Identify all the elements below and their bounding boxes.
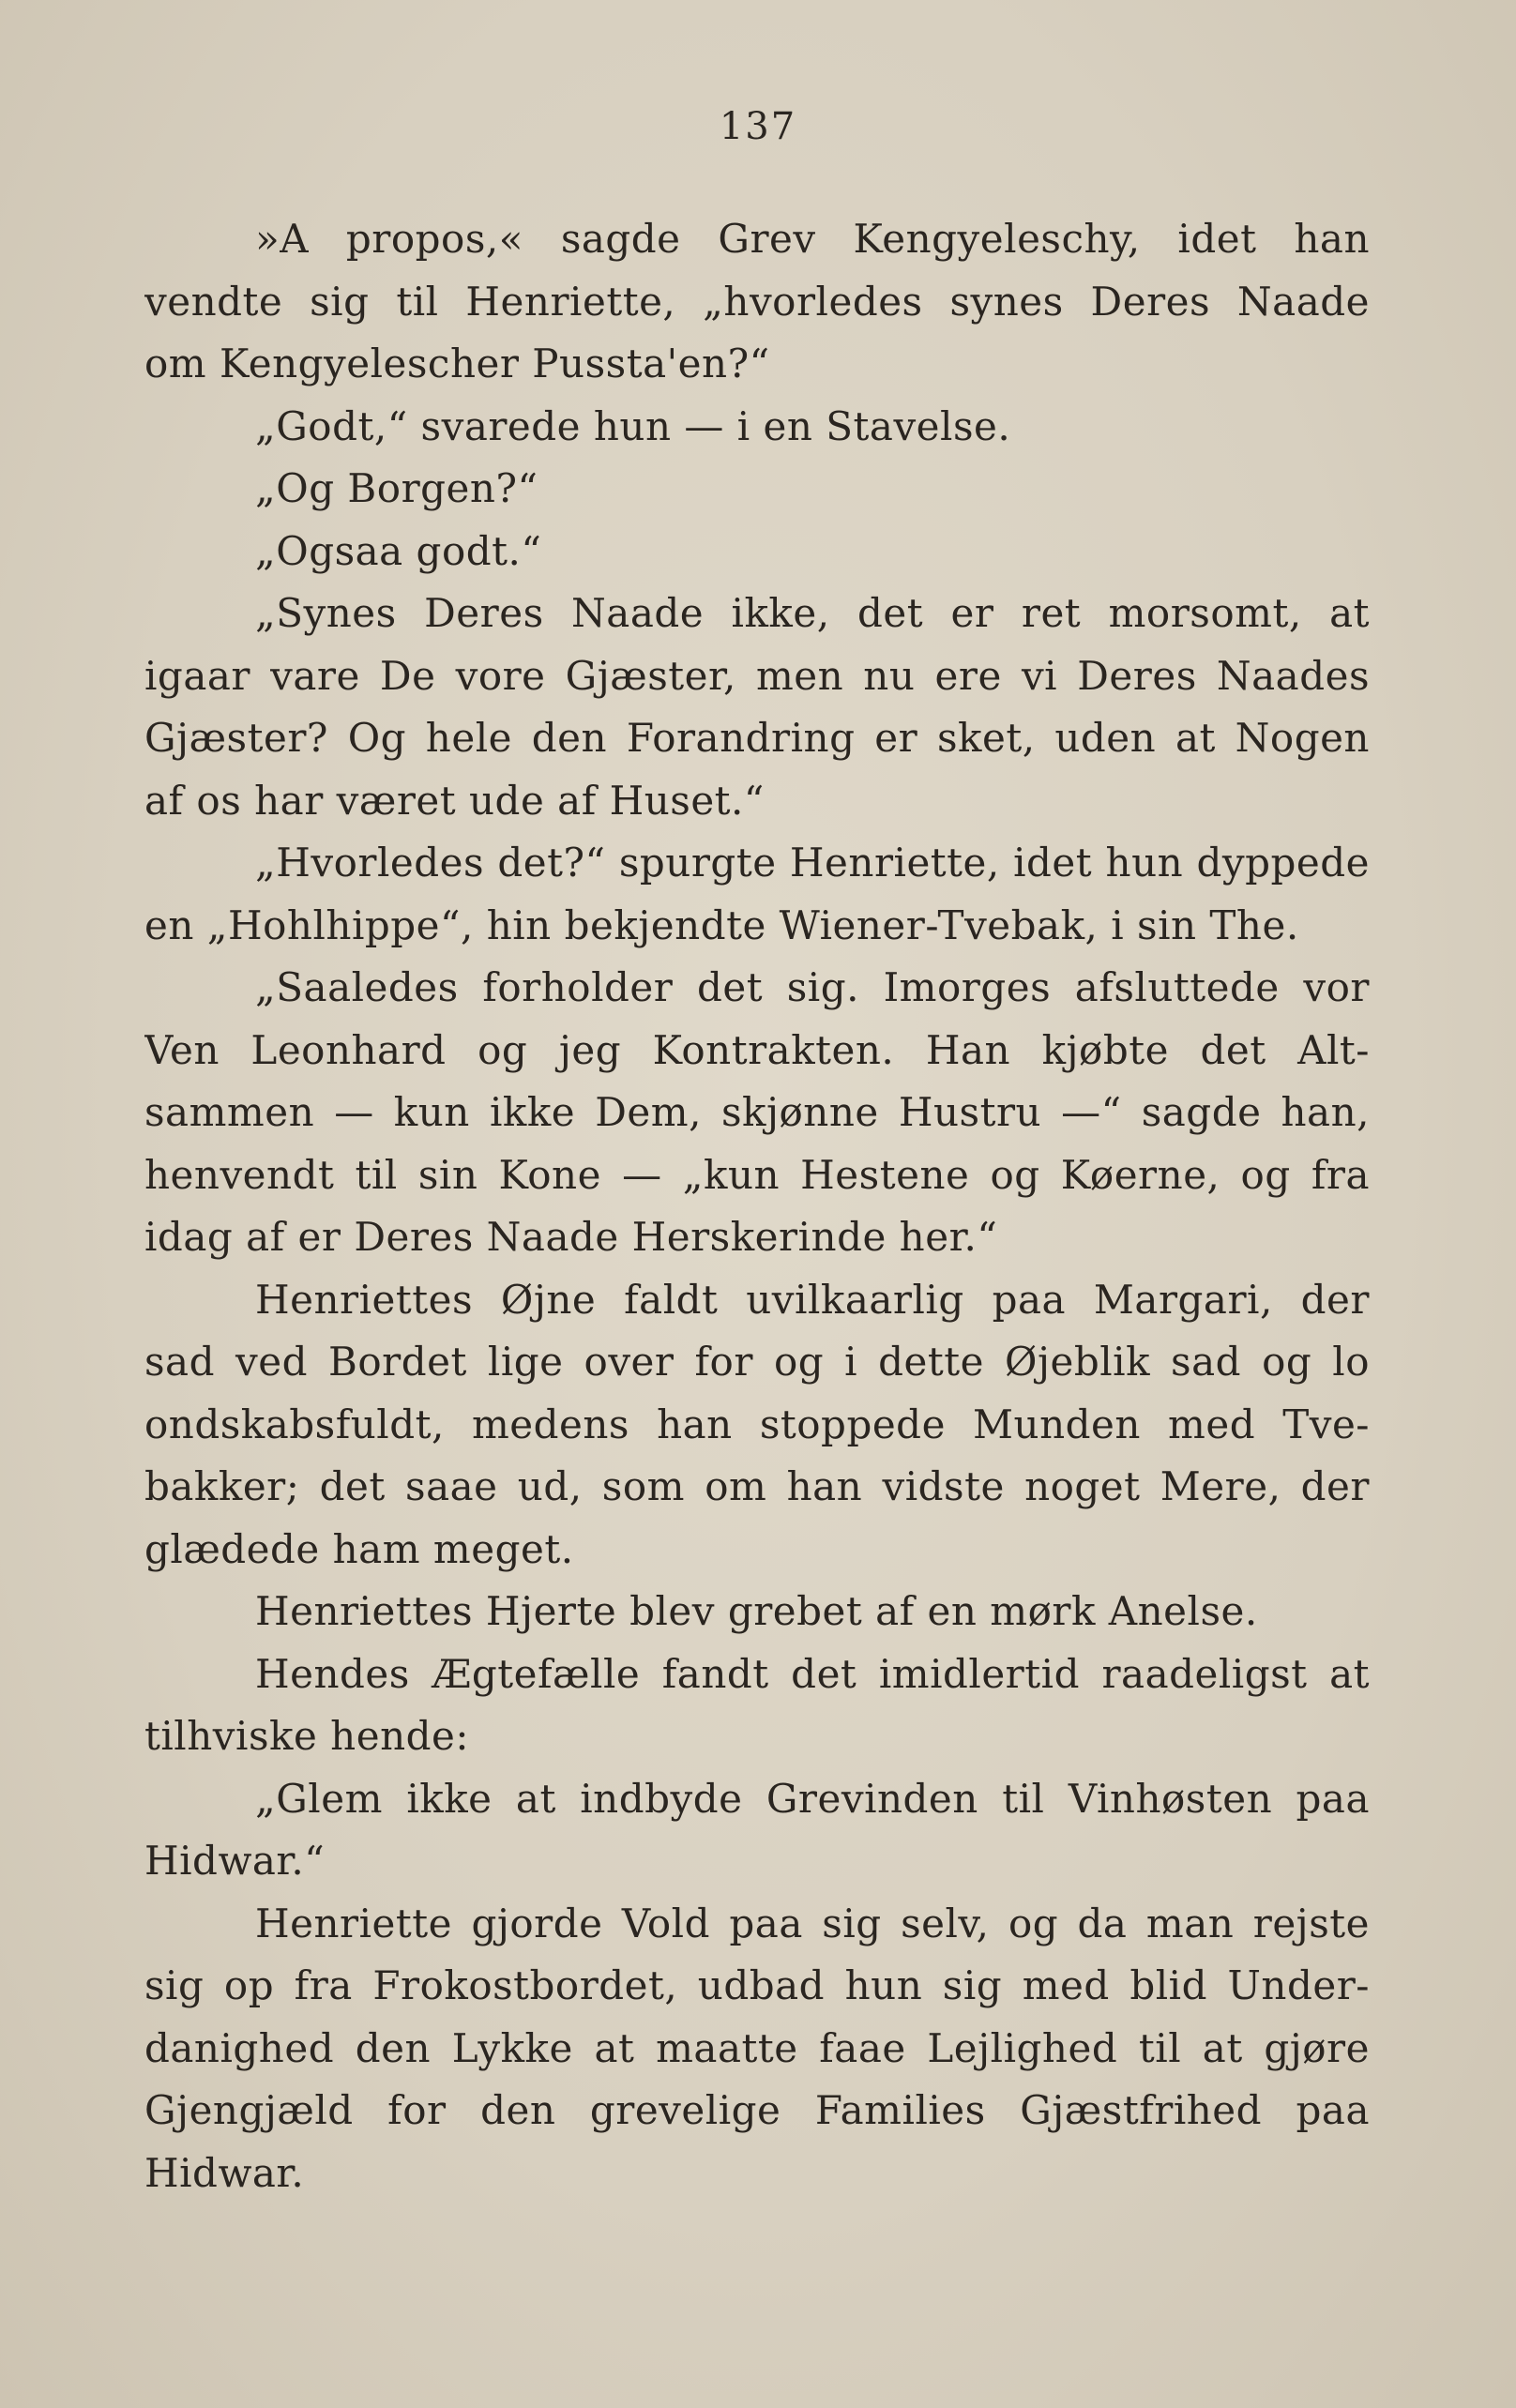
text-line: danighed den Lykke at maatte faae Lejlighed til at gjøre xyxy=(144,2024,1370,2071)
text-line: ondskabsfuldt, medens han stoppede Munden med Tve- xyxy=(144,1401,1370,1447)
text-line: „Saaledes forholder det sig. Imorges afsluttede vor xyxy=(255,964,1370,1010)
text-line: Henriette gjorde Vold paa sig selv, og da man rejste xyxy=(255,1900,1370,1946)
text-line: Gjengjæld for den grevelige Families Gjæstfrihed paa xyxy=(144,2087,1370,2133)
text-line: „Hvorledes det?“ spurgte Henriette, idet hun dyppede xyxy=(255,840,1370,886)
text-line: Henriettes Hjerte blev grebet af en mørk Anelse. xyxy=(255,1588,1258,1634)
page-number: 137 xyxy=(719,105,797,148)
text-line: Hendes Ægtefælle fandt det imidlertid raadeligst at xyxy=(255,1650,1370,1697)
text-line: „Godt,“ svarede hun — i en Stavelse. xyxy=(255,402,1011,449)
text-line: „Ogsaa godt.“ xyxy=(255,527,542,574)
text-line: af os har været ude af Huset.“ xyxy=(144,777,765,824)
text-line: Ven Leonhard og jeg Kontrakten. Han kjøbte det Alt- xyxy=(144,1026,1370,1073)
text-line: glædede ham meget. xyxy=(144,1525,574,1572)
body-text xyxy=(144,208,1370,2204)
text-line: Gjæster? Og hele den Forandring er sket, uden at Nogen xyxy=(144,715,1370,761)
text-line: om Kengyelescher Pussta'en?“ xyxy=(144,341,770,386)
text-line: „Og Borgen?“ xyxy=(255,465,538,511)
text-line: „Glem ikke at indbyde Grevinden til Vinhøsten paa xyxy=(255,1775,1370,1822)
text-line: sammen — kun ikke Dem, skjønne Hustru —“ sagde han, xyxy=(144,1089,1370,1135)
text-line: sig op fra Frokostbordet, udbad hun sig med blid Under- xyxy=(144,1962,1370,2008)
text-line: Henriettes Øjne faldt uvilkaarlig paa Margari, der xyxy=(255,1276,1370,1323)
text-line: sad ved Bordet lige over for og i dette Øjeblik sad og lo xyxy=(144,1339,1370,1385)
text-line: Hidwar.“ xyxy=(144,1838,326,1884)
text-line: Hidwar. xyxy=(144,2149,305,2196)
text-line: bakker; det saae ud, som om han vidste noget Mere, der xyxy=(144,1463,1370,1509)
text-line: vendte sig til Henriette, „hvorledes synes Deres Naade xyxy=(144,278,1370,325)
text-line: idag af er Deres Naade Herskerinde her.“ xyxy=(144,1214,998,1260)
text-line: »A propos,« sagde Grev Kengyeleschy, idet han xyxy=(255,216,1370,262)
text-line: henvendt til sin Kone — „kun Hestene og Køerne, og fra xyxy=(144,1151,1370,1198)
text-line: „Synes Deres Naade ikke, det er ret morsomt, at xyxy=(255,590,1370,636)
text-line: en „Hohlhippe“, hin bekjendte Wiener-Tvebak, i sin The. xyxy=(144,901,1299,948)
text-line: tilhviske hende: xyxy=(144,1713,470,1759)
text-line: igaar vare De vore Gjæster, men nu ere vi Deres Naades xyxy=(144,652,1370,699)
